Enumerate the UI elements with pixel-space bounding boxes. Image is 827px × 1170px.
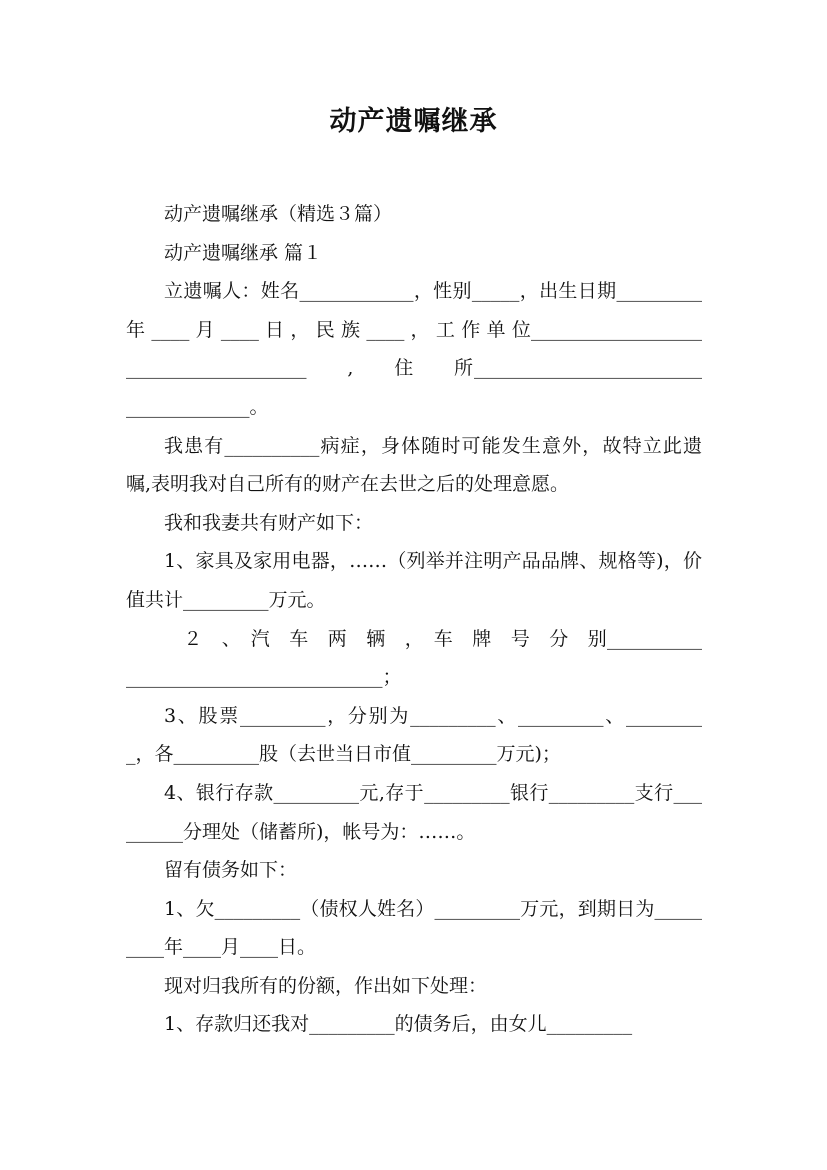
paragraph-item-stocks: 3、股票_________，分别为_________、_________、_________，各_________股（去世当日市值_________万元)； — [126, 704, 702, 766]
paragraph-debts-heading: 留有债务如下： — [164, 859, 298, 882]
paragraph-section-heading: 动产遗嘱继承 篇１ — [164, 241, 323, 264]
paragraph-disposition-item: 1、存款归还我对_________的债务后，由女儿_________ — [164, 1013, 633, 1036]
paragraph-item-cars: ２ 、 汽 车 两 辆 ， 车 牌 号 分 别_____________________________________； — [126, 627, 702, 689]
paragraph-item-bank-deposit: 4、银行存款_________元,存于_________银行_________支行_________分理处（储蓄所)，帐号为：……。 — [126, 781, 702, 843]
paragraph-disposition-heading: 现对归我所有的份额，作出如下处理： — [164, 974, 488, 997]
paragraph-illness-statement: 我患有__________病症，身体随时可能发生意外，故特立此遗嘱,表明我对自己所有的财产在去世之后的处理意愿。 — [126, 434, 702, 496]
document-body — [126, 195, 702, 1044]
paragraph-debt-item: 1、欠_________（债权人姓名）_________万元，到期日为_________年____月____日。 — [126, 897, 702, 959]
paragraph-testator-info: 立遗嘱人：姓名____________，性别_____，出生日期_________ 年 ____ 月 ____ 日 ， 民 族 ____ ， 工 作 单 位_____________________________________ , 住 所_____________________________________。 — [126, 280, 702, 418]
document-title: 动产遗嘱继承 — [329, 106, 498, 137]
paragraph-subtitle: 动产遗嘱继承（精选３篇） — [164, 203, 393, 225]
paragraph-item-furniture: 1、家具及家用电器，……（列举并注明产品品牌、规格等)，价值共计_________万元。 — [126, 550, 702, 611]
paragraph-joint-property-heading: 我和我妻共有财产如下： — [164, 511, 374, 534]
